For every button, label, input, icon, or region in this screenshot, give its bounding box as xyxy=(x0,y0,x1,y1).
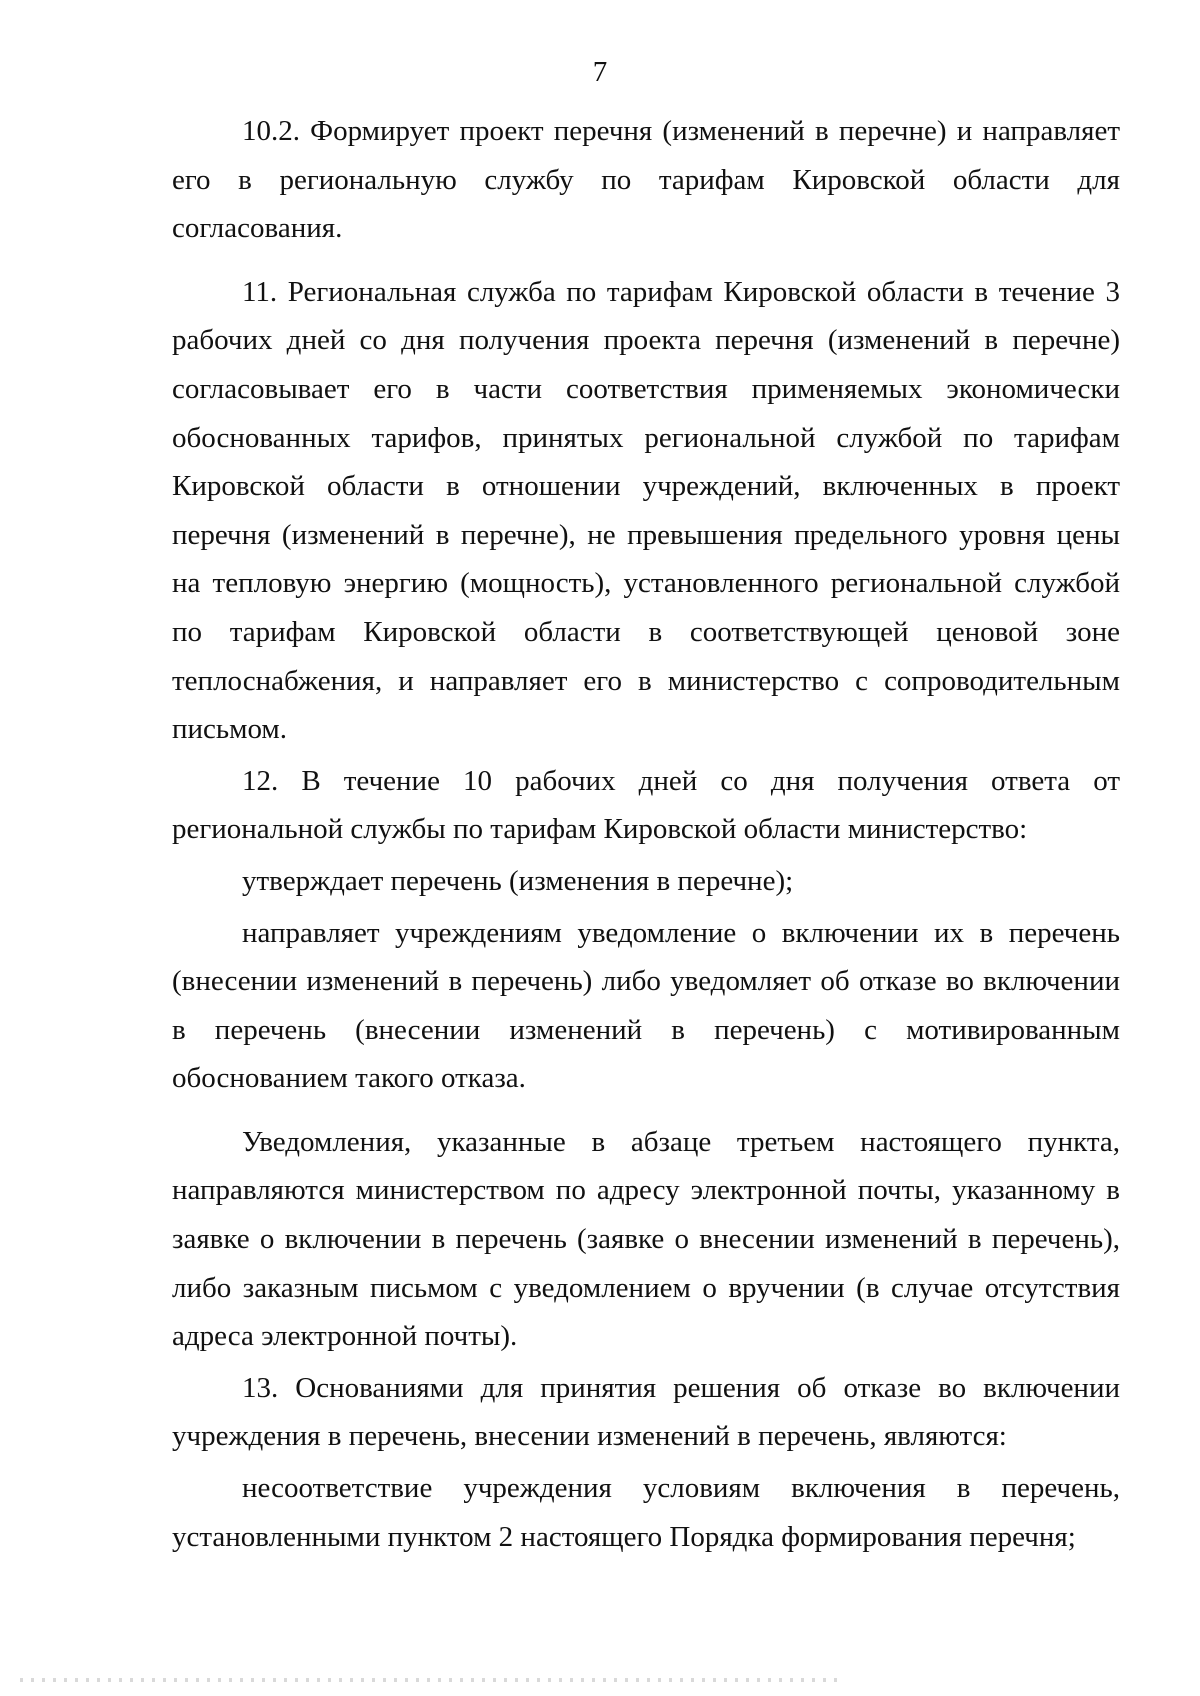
paragraph-11: 11. Региональная служба по тарифам Кировской области в течение 3 рабочих дней со дня получения проекта перечня (изменений в перечне) согласовывает его в части соответствия применяемых экономически обоснованных тарифов, принятых региональной службой по тарифам Кировской области в отношении учреждений, включенных в проект перечня (изменений в перечне), не превышения предельного уровня цены на тепловую энергию (мощность), установленного региональной службой по тарифам Кировской области в соответствующей ценовой зоне теплоснабжения, и направляет его в министерство с сопроводительным письмом. xyxy=(172,275,1120,746)
paragraph-12-item-notify: направляет учреждениям уведомление о включении их в перечень (внесении изменений в перечень) либо уведомляет об отказе во включении в перечень (внесении изменений в перечень) с мотивированным обоснованием такого отказа. xyxy=(172,916,1120,1095)
paragraph-10-2: 10.2. Формирует проект перечня (изменений в перечне) и направляет его в региональную службу по тарифам Кировской области для согласования. xyxy=(172,115,1120,245)
paragraph-12-item-approve: утверждает перечень (изменения в перечне); xyxy=(242,864,794,897)
paragraph-13-item-mismatch: несоответствие учреждения условиям включения в перечень, установленными пунктом 2 настоящего Порядка формирования перечня; xyxy=(172,1472,1120,1553)
paragraph-13: 13. Основаниями для принятия решения об отказе во включении учреждения в перечень, внесении изменений в перечень, являются: xyxy=(172,1371,1120,1453)
page-number: 7 xyxy=(592,56,608,88)
paragraph-12: 12. В течение 10 рабочих дней со дня получения ответа от региональной службы по тарифам Кировской области министерство: xyxy=(172,764,1120,846)
document-body xyxy=(172,107,1120,1561)
scan-edge-artifact xyxy=(20,1678,840,1682)
paragraph-notifications: Уведомления, указанные в абзаце третьем настоящего пункта, направляются министерством по адресу электронной почты, указанному в заявке о включении в перечень (заявке о внесении изменений в перечень), либо заказным письмом с уведомлением о вручении (в случае отсутствия адреса электронной почты). xyxy=(172,1125,1120,1353)
